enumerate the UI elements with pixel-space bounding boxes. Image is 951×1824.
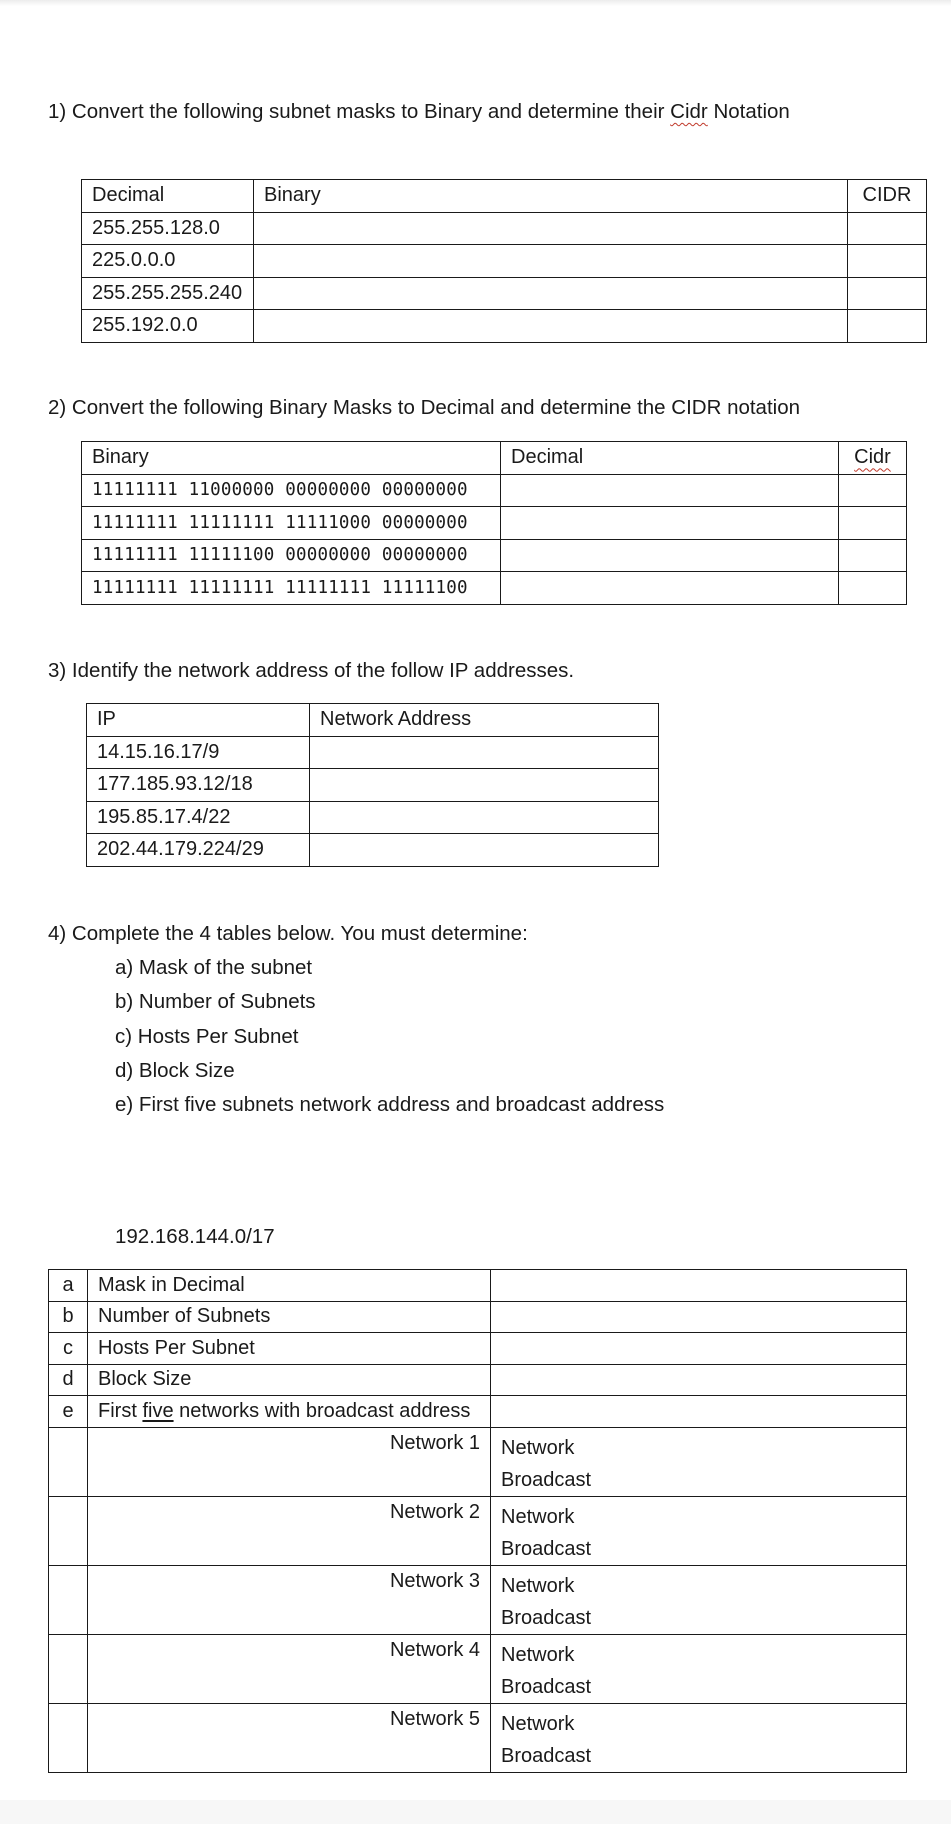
cidr-answer-cell[interactable]: [848, 310, 927, 343]
table-row: [49, 1364, 907, 1396]
cidr-answer-cell[interactable]: [839, 507, 907, 540]
page-bottom-edge: [0, 1800, 951, 1824]
q3-table: [86, 703, 659, 867]
cidr-answer-cell[interactable]: [848, 212, 927, 245]
cidr-answer-cell[interactable]: [848, 277, 927, 310]
binary-mask: 11111111 11000000 00000000 00000000: [82, 474, 501, 507]
broadcast-address-label: Broadcast: [501, 1675, 592, 1698]
empty-cell: [49, 1427, 88, 1496]
binary-mask: 11111111 11111111 11111111 11111100: [82, 572, 501, 605]
empty-cell: [49, 1703, 88, 1772]
table-header-row: [82, 180, 927, 213]
empty-cell: [49, 1496, 88, 1565]
question-1-title: 1) Convert the following subnet masks to Binary and determine their Cidr Notation: [48, 100, 790, 123]
network-address-answer-cell[interactable]: [310, 834, 659, 867]
table-row: [49, 1333, 907, 1365]
decimal-answer-cell[interactable]: [501, 507, 839, 540]
row-label: Mask in Decimal: [88, 1270, 491, 1302]
network-row: [49, 1565, 907, 1634]
header-network-address: Network Address: [310, 704, 659, 737]
block-size-answer-cell[interactable]: [491, 1364, 907, 1396]
page-top-edge: [0, 0, 951, 6]
network-row: [49, 1703, 907, 1772]
decimal-answer-cell[interactable]: [501, 572, 839, 605]
q4-item-d: d) Block Size: [115, 1059, 235, 1082]
binary-answer-cell[interactable]: [254, 277, 848, 310]
header-ip: IP: [87, 704, 310, 737]
row-letter: c: [49, 1333, 88, 1365]
network-label: Network 5: [88, 1703, 491, 1772]
decimal-mask: 255.255.255.240: [82, 277, 254, 310]
question-4-title: 4) Complete the 4 tables below. You must determine:: [48, 922, 528, 945]
table-row: [82, 310, 927, 343]
row-label: Number of Subnets: [88, 1301, 491, 1333]
table-row: [49, 1396, 907, 1428]
q4-item-a: a) Mask of the subnet: [115, 956, 313, 979]
cidr-answer-cell[interactable]: [839, 572, 907, 605]
hosts-answer-cell[interactable]: [491, 1333, 907, 1365]
network-label: Network 3: [88, 1565, 491, 1634]
broadcast-address-label: Broadcast: [501, 1468, 592, 1491]
table-row: [87, 801, 659, 834]
broadcast-address-label: Broadcast: [501, 1537, 592, 1560]
mask-answer-cell[interactable]: [491, 1270, 907, 1302]
binary-answer-cell[interactable]: [254, 212, 848, 245]
network-row: [49, 1496, 907, 1565]
table-row: [82, 245, 927, 278]
row-letter: b: [49, 1301, 88, 1333]
subnets-answer-cell[interactable]: [491, 1301, 907, 1333]
binary-mask: 11111111 11111111 11111000 00000000: [82, 507, 501, 540]
network-row: [49, 1427, 907, 1496]
table-row: [82, 539, 907, 572]
decimal-answer-cell[interactable]: [501, 474, 839, 507]
header-cidr: CIDR: [848, 180, 927, 213]
q4-table: [48, 1269, 907, 1773]
row-letter: e: [49, 1396, 88, 1428]
network-answer-cell[interactable]: [491, 1496, 907, 1565]
q4-item-e: e) First five subnets network address and broadcast address: [115, 1093, 665, 1116]
question-3-title: 3) Identify the network address of the follow IP addresses.: [48, 659, 575, 682]
header-binary: Binary: [82, 442, 501, 475]
ip-address: 177.185.93.12/18: [87, 769, 310, 802]
header-decimal: Decimal: [82, 180, 254, 213]
network-address-label: Network: [501, 1574, 575, 1597]
broadcast-address-label: Broadcast: [501, 1744, 592, 1767]
header-decimal: Decimal: [501, 442, 839, 475]
ip-address: 14.15.16.17/9: [87, 736, 310, 769]
table-header-row: [87, 704, 659, 737]
table-row: [82, 507, 907, 540]
row-letter: a: [49, 1270, 88, 1302]
question-2-title: 2) Convert the following Binary Masks to Decimal and determine the CIDR notation: [48, 396, 801, 419]
row-label: Hosts Per Subnet: [88, 1333, 491, 1365]
network-answer-cell[interactable]: [491, 1427, 907, 1496]
binary-answer-cell[interactable]: [254, 310, 848, 343]
table-row: [82, 277, 927, 310]
network-label: Network 4: [88, 1634, 491, 1703]
header-binary: Binary: [254, 180, 848, 213]
cidr-answer-cell[interactable]: [848, 245, 927, 278]
binary-mask: 11111111 11111100 00000000 00000000: [82, 539, 501, 572]
row-letter: d: [49, 1364, 88, 1396]
decimal-mask: 225.0.0.0: [82, 245, 254, 278]
network-answer-cell[interactable]: [491, 1634, 907, 1703]
table-row: [87, 834, 659, 867]
ip-address: 195.85.17.4/22: [87, 801, 310, 834]
network-answer-cell[interactable]: [491, 1565, 907, 1634]
table-row: [87, 736, 659, 769]
q2-table: [81, 441, 907, 605]
network-address-label: Network: [501, 1436, 575, 1459]
network-address-answer-cell[interactable]: [310, 736, 659, 769]
table-row: [87, 769, 659, 802]
decimal-mask: 255.255.128.0: [82, 212, 254, 245]
q4-item-c: c) Hosts Per Subnet: [115, 1025, 299, 1048]
network-address-label: Network: [501, 1643, 575, 1666]
table-row: [82, 212, 927, 245]
header-cidr: Cidr: [839, 442, 907, 475]
empty-cell: [49, 1565, 88, 1634]
network-label: Network 1: [88, 1427, 491, 1496]
decimal-answer-cell[interactable]: [501, 539, 839, 572]
broadcast-address-label: Broadcast: [501, 1606, 592, 1629]
network-address-answer-cell[interactable]: [310, 801, 659, 834]
ip-address: 202.44.179.224/29: [87, 834, 310, 867]
empty-cell: [491, 1396, 907, 1428]
network-address-answer-cell[interactable]: [310, 769, 659, 802]
table-row: [49, 1301, 907, 1333]
binary-answer-cell[interactable]: [254, 245, 848, 278]
network-address-label: Network: [501, 1712, 575, 1735]
network-label: Network 2: [88, 1496, 491, 1565]
cidr-answer-cell[interactable]: [839, 539, 907, 572]
network-address-label: Network: [501, 1505, 575, 1528]
q1-table: [81, 179, 927, 343]
q4-ip-address: 192.168.144.0/17: [115, 1225, 275, 1248]
table-row: [82, 572, 907, 605]
cidr-answer-cell[interactable]: [839, 474, 907, 507]
row-label: Block Size: [88, 1364, 491, 1396]
empty-cell: [49, 1634, 88, 1703]
table-row: [49, 1270, 907, 1302]
table-header-row: [82, 442, 907, 475]
table-row: [82, 474, 907, 507]
decimal-mask: 255.192.0.0: [82, 310, 254, 343]
row-label: First five networks with broadcast address: [88, 1396, 491, 1428]
network-row: [49, 1634, 907, 1703]
network-answer-cell[interactable]: [491, 1703, 907, 1772]
q4-item-b: b) Number of Subnets: [115, 990, 316, 1013]
